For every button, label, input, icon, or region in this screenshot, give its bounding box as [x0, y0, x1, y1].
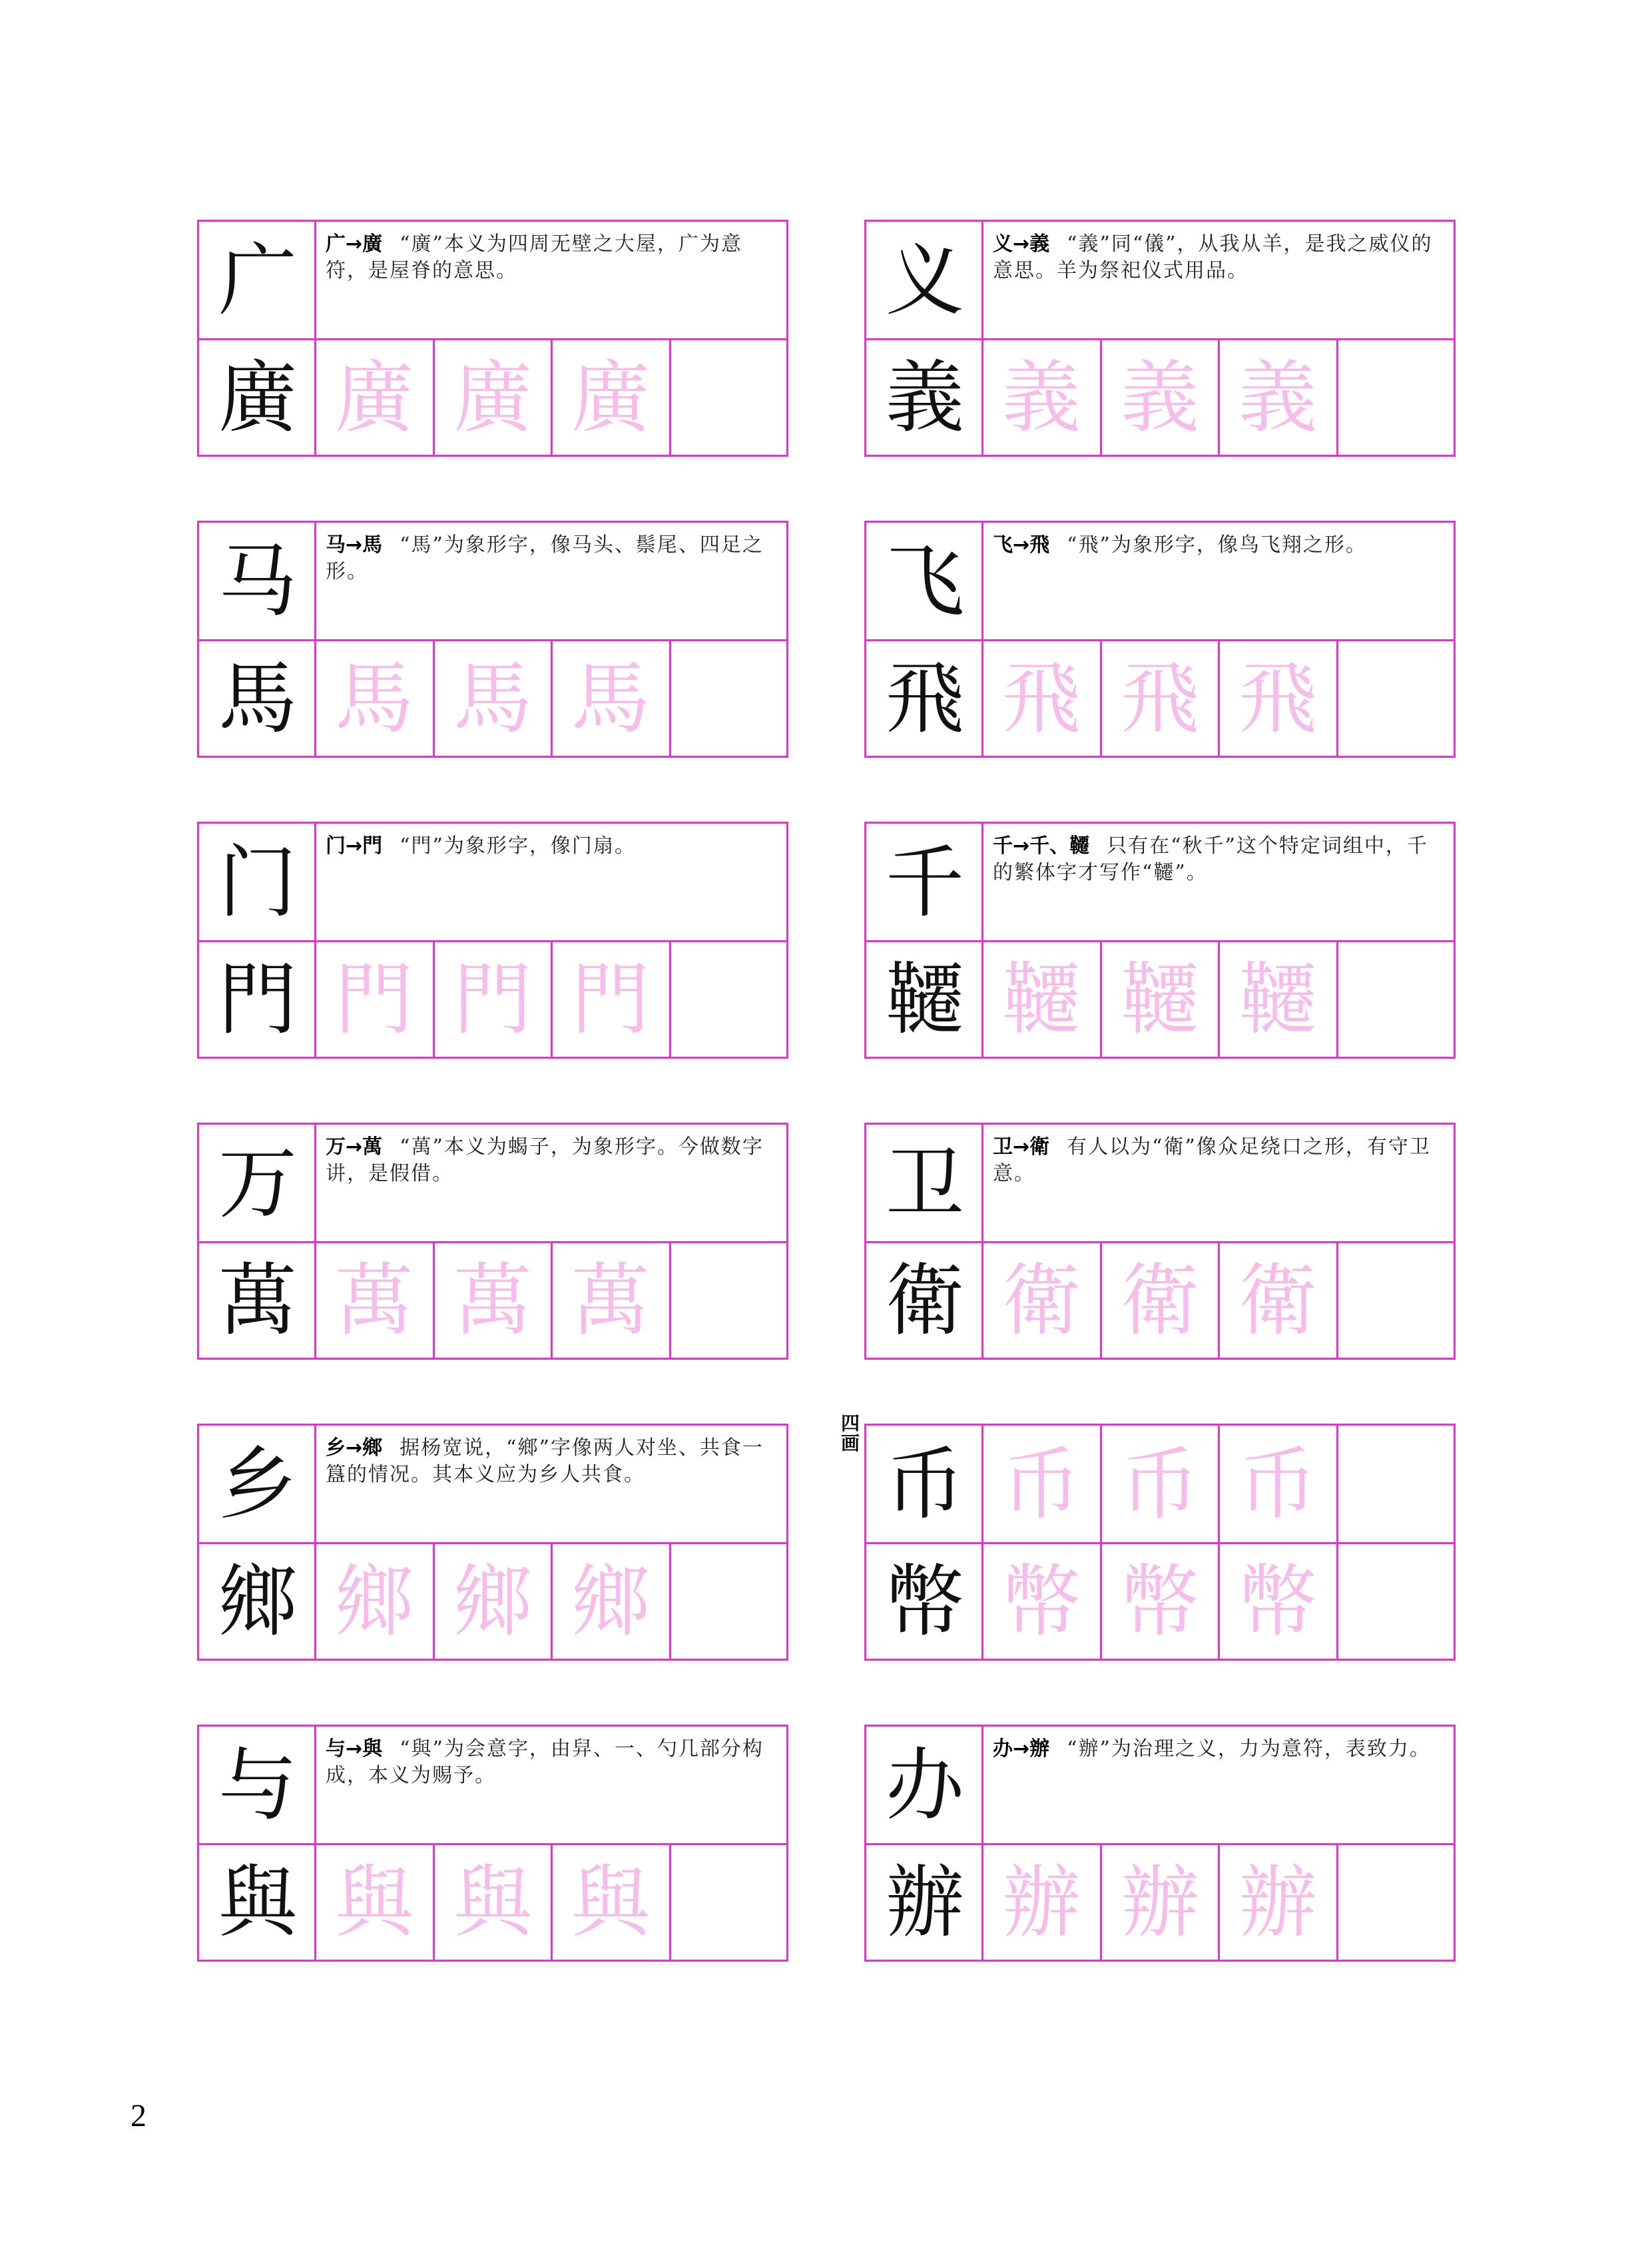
simplified-char: 门: [218, 836, 297, 928]
trace-char[interactable]: 馬: [334, 653, 413, 744]
char-note: [326, 1736, 778, 1789]
traditional-char: 鄉: [218, 1555, 297, 1647]
trace-char[interactable]: 辦: [1238, 1856, 1317, 1948]
trace-char[interactable]: 門: [334, 954, 413, 1045]
traditional-char: 衛: [885, 1255, 964, 1346]
note-tag: 与→與: [326, 1737, 383, 1761]
trace-char[interactable]: 義: [1120, 352, 1199, 443]
char-card-fei: [864, 521, 1456, 758]
char-card-men: [197, 822, 788, 1059]
trace-char[interactable]: 币: [1120, 1438, 1199, 1530]
trace-char[interactable]: 門: [453, 954, 532, 1045]
note-text: “廣”本义为四周无壁之大屋，广为意符，是屋脊的意思。: [326, 232, 742, 282]
trace-char[interactable]: 鄉: [334, 1555, 413, 1647]
trace-char[interactable]: 門: [571, 954, 650, 1045]
simplified-char: 飞: [885, 535, 964, 627]
trace-char[interactable]: 與: [334, 1856, 413, 1948]
char-note: [326, 1134, 778, 1187]
trace-char[interactable]: 馬: [453, 653, 532, 744]
note-text: 有人以为“衛”像众足绕口之形，有守卫意。: [993, 1135, 1431, 1185]
note-text: “馬”为象形字，像马头、鬃尾、四足之形。: [326, 533, 764, 583]
traditional-char: 馬: [218, 653, 297, 744]
note-text: “義”同“儀”，从我从羊，是我之威仪的意思。羊为祭祀仪式用品。: [993, 232, 1433, 282]
char-note: [326, 1435, 778, 1488]
note-text: “飛”为象形字，像鸟飞翔之形。: [1067, 533, 1367, 557]
simplified-char: 义: [885, 234, 964, 326]
note-text: “辦”为治理之义，力为意符，表致力。: [1067, 1737, 1431, 1761]
note-tag: 广→廣: [326, 232, 383, 256]
char-note: [326, 231, 778, 284]
simplified-char: 币: [885, 1438, 964, 1530]
simplified-char: 与: [218, 1739, 297, 1831]
trace-char[interactable]: 義: [1001, 352, 1081, 443]
trace-char[interactable]: 韆: [1001, 954, 1081, 1045]
trace-char[interactable]: 義: [1238, 352, 1317, 443]
char-card-ban: [864, 1725, 1456, 1962]
note-tag: 飞→飛: [993, 533, 1050, 557]
note-text: “萬”本义为蝎子，为象形字。今做数字讲，是假借。: [326, 1135, 764, 1185]
trace-char[interactable]: 韆: [1120, 954, 1199, 1045]
traditional-char: 辦: [885, 1856, 964, 1948]
traditional-char: 飛: [885, 653, 964, 744]
trace-char[interactable]: 韆: [1238, 954, 1317, 1045]
simplified-char: 万: [218, 1137, 297, 1229]
note-tag: 义→義: [993, 232, 1050, 256]
simplified-char: 广: [218, 234, 297, 326]
trace-char[interactable]: 币: [1001, 1438, 1081, 1530]
char-card-wan: [197, 1123, 788, 1360]
trace-char[interactable]: 萬: [334, 1255, 413, 1346]
trace-char[interactable]: 币: [1238, 1438, 1317, 1530]
stroke-count-label: 四画: [840, 1412, 860, 1454]
char-card-ma: [197, 521, 788, 758]
trace-char[interactable]: 鄉: [571, 1555, 650, 1647]
simplified-char: 千: [885, 836, 964, 928]
trace-char[interactable]: 幣: [1120, 1555, 1199, 1647]
note-tag: 千→千、韆: [993, 834, 1090, 858]
page-number: 2: [131, 2098, 146, 2133]
traditional-char: 廣: [218, 352, 297, 443]
char-note: [993, 833, 1446, 886]
trace-char[interactable]: 與: [453, 1856, 532, 1948]
char-card-guang: [197, 220, 788, 457]
simplified-char: 卫: [885, 1137, 964, 1229]
note-tag: 办→辦: [993, 1737, 1050, 1761]
char-note: [993, 532, 1446, 559]
traditional-char: 義: [885, 352, 964, 443]
simplified-char: 乡: [218, 1438, 297, 1530]
note-text: 只有在“秋千”这个特定词组中，千的繁体字才写作“韆”。: [993, 834, 1428, 884]
trace-char[interactable]: 飛: [1120, 653, 1199, 744]
note-tag: 卫→衛: [993, 1135, 1050, 1159]
traditional-char: 門: [218, 954, 297, 1045]
traditional-char: 幣: [885, 1555, 964, 1647]
char-note: [993, 1134, 1446, 1187]
simplified-char: 马: [218, 535, 297, 627]
trace-char[interactable]: 衛: [1238, 1255, 1317, 1346]
char-card-xiang: [197, 1424, 788, 1661]
char-card-wei: [864, 1123, 1456, 1360]
char-note: [993, 1736, 1446, 1763]
trace-char[interactable]: 衛: [1120, 1255, 1199, 1346]
note-tag: 马→馬: [326, 533, 383, 557]
char-card-yi: [864, 220, 1456, 457]
char-card-qian: [864, 822, 1456, 1059]
note-text: “門”为象形字，像门扇。: [400, 834, 636, 858]
note-text: 据杨宽说，“鄉”字像两人对坐、共食一簋的情况。其本义应为乡人共食。: [326, 1436, 764, 1486]
trace-char[interactable]: 萬: [571, 1255, 650, 1346]
trace-char[interactable]: 與: [571, 1856, 650, 1948]
trace-char[interactable]: 萬: [453, 1255, 532, 1346]
trace-char[interactable]: 飛: [1001, 653, 1081, 744]
char-note: [326, 833, 778, 860]
char-note: [993, 231, 1446, 284]
traditional-char: 與: [218, 1856, 297, 1948]
char-note: [326, 532, 778, 585]
trace-char[interactable]: 廣: [571, 352, 650, 443]
trace-char[interactable]: 廣: [453, 352, 532, 443]
trace-char[interactable]: 幣: [1001, 1555, 1081, 1647]
note-tag: 乡→鄉: [326, 1436, 383, 1460]
trace-char[interactable]: 衛: [1001, 1255, 1081, 1346]
trace-char[interactable]: 幣: [1238, 1555, 1317, 1647]
char-card-bi: [864, 1424, 1456, 1661]
trace-char[interactable]: 飛: [1238, 653, 1317, 744]
note-text: “與”为会意字，由舁、一、勺几部分构成，本义为赐予。: [326, 1737, 764, 1787]
trace-char[interactable]: 鄉: [453, 1555, 532, 1647]
trace-char[interactable]: 馬: [571, 653, 650, 744]
trace-char[interactable]: 辦: [1120, 1856, 1199, 1948]
note-tag: 门→門: [326, 834, 383, 858]
simplified-char: 办: [885, 1739, 964, 1831]
traditional-char: 韆: [885, 954, 964, 1045]
traditional-char: 萬: [218, 1255, 297, 1346]
trace-char[interactable]: 廣: [334, 352, 413, 443]
trace-char[interactable]: 辦: [1001, 1856, 1081, 1948]
char-card-yu: [197, 1725, 788, 1962]
note-tag: 万→萬: [326, 1135, 383, 1159]
